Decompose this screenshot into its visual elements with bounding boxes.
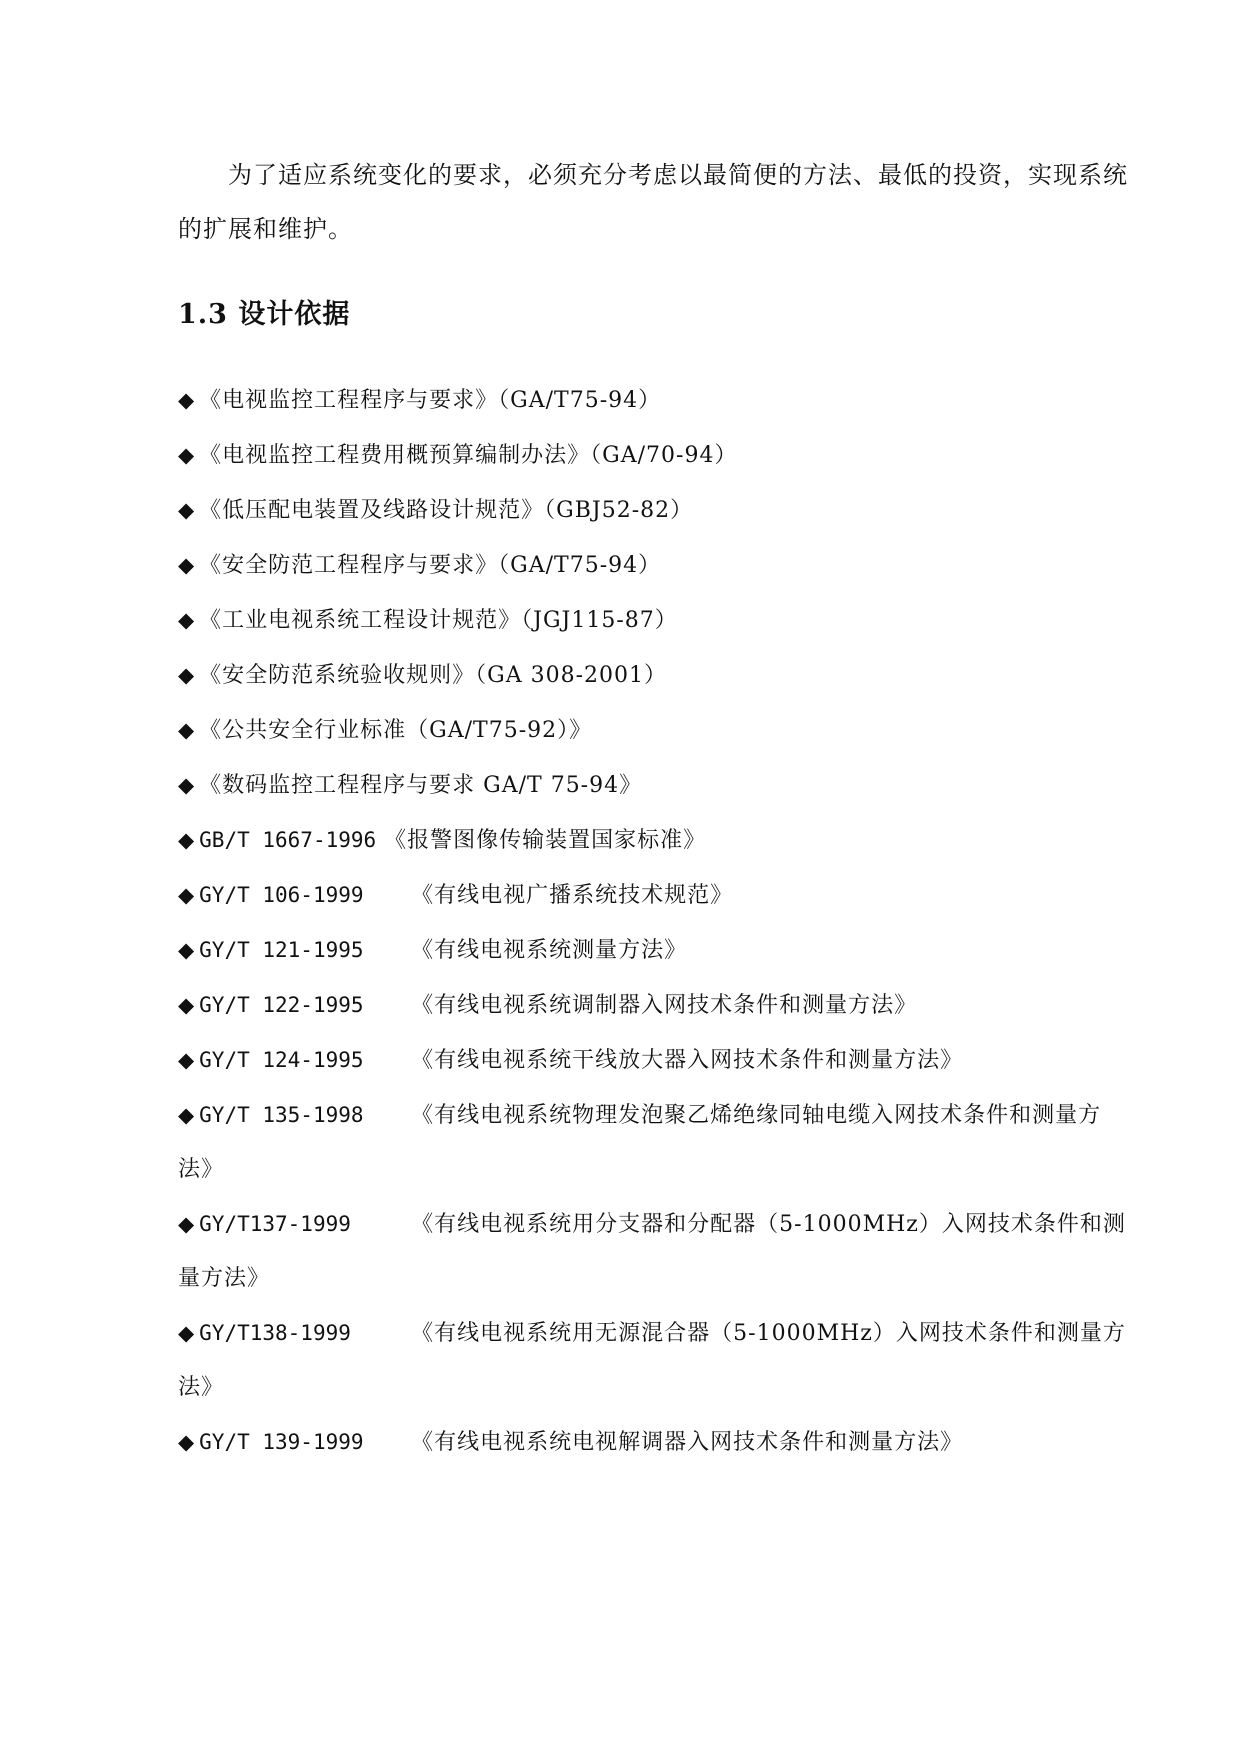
diamond-bullet-icon: ◆ bbox=[178, 1430, 196, 1454]
reference-title: 《有线电视系统调制器入网技术条件和测量方法》 bbox=[411, 993, 918, 1018]
standard-code: GY/T138-1999 bbox=[199, 1321, 351, 1345]
section-heading: 1.3 设计依据 bbox=[178, 299, 351, 330]
reference-title: 《数码监控工程程序与要求 GA/T 75-94》 bbox=[199, 773, 643, 798]
reference-item bbox=[178, 978, 1133, 1033]
reference-item bbox=[178, 1088, 1133, 1197]
reference-title: 《有线电视系统用分支器和分配器（5-1000MHz）入网技术条件和测量方法》 bbox=[178, 1212, 1126, 1291]
standard-code: GY/T 121-1995 bbox=[199, 938, 364, 962]
standard-code: GY/T 106-1999 bbox=[199, 883, 364, 907]
reference-list bbox=[178, 373, 1133, 1470]
diamond-bullet-icon: ◆ bbox=[178, 553, 196, 577]
diamond-bullet-icon: ◆ bbox=[178, 773, 196, 797]
reference-title: 《安全防范工程程序与要求》（GA/T75-94） bbox=[199, 553, 662, 578]
diamond-bullet-icon: ◆ bbox=[178, 1212, 196, 1236]
diamond-bullet-icon: ◆ bbox=[178, 1321, 196, 1345]
reference-item bbox=[178, 373, 1133, 428]
reference-item bbox=[178, 593, 1133, 648]
reference-item bbox=[178, 483, 1133, 538]
reference-item bbox=[178, 923, 1133, 978]
diamond-bullet-icon: ◆ bbox=[178, 608, 196, 632]
diamond-bullet-icon: ◆ bbox=[178, 443, 196, 467]
reference-title: 《安全防范系统验收规则》（GA 308-2001） bbox=[199, 663, 668, 688]
reference-item bbox=[178, 538, 1133, 593]
reference-item bbox=[178, 758, 1133, 813]
diamond-bullet-icon: ◆ bbox=[178, 1103, 196, 1127]
reference-title: 《有线电视系统物理发泡聚乙烯绝缘同轴电缆入网技术条件和测量方法》 bbox=[178, 1103, 1102, 1182]
diamond-bullet-icon: ◆ bbox=[178, 388, 196, 412]
standard-code: GY/T 139-1999 bbox=[199, 1430, 364, 1454]
diamond-bullet-icon: ◆ bbox=[178, 498, 196, 522]
diamond-bullet-icon: ◆ bbox=[178, 1048, 196, 1072]
reference-title: 《有线电视广播系统技术规范》 bbox=[411, 883, 734, 908]
reference-item bbox=[178, 1033, 1133, 1088]
reference-title: 《电视监控工程费用概预算编制办法》（GA/70-94） bbox=[199, 443, 738, 468]
standard-code: GY/T 124-1995 bbox=[199, 1048, 364, 1072]
standard-code: GY/T 135-1998 bbox=[199, 1103, 364, 1127]
reference-title: 《报警图像传输装置国家标准》 bbox=[384, 828, 707, 853]
reference-title: 《有线电视系统测量方法》 bbox=[411, 938, 688, 963]
diamond-bullet-icon: ◆ bbox=[178, 828, 196, 852]
intro-paragraph: 为了适应系统变化的要求，必须充分考虑以最简便的方法、最低的投资，实现系统的扩展和维护。 bbox=[178, 161, 1128, 243]
reference-item bbox=[178, 1306, 1133, 1415]
reference-title: 《低压配电装置及线路设计规范》（GBJ52-82） bbox=[199, 498, 694, 523]
reference-item bbox=[178, 648, 1133, 703]
diamond-bullet-icon: ◆ bbox=[178, 938, 196, 962]
reference-item bbox=[178, 868, 1133, 923]
reference-title: 《有线电视系统干线放大器入网技术条件和测量方法》 bbox=[411, 1048, 964, 1073]
reference-item bbox=[178, 1415, 1133, 1470]
reference-title: 《电视监控工程程序与要求》（GA/T75-94） bbox=[199, 388, 662, 413]
reference-title: 《有线电视系统电视解调器入网技术条件和测量方法》 bbox=[411, 1430, 964, 1455]
reference-item bbox=[178, 703, 1133, 758]
reference-item bbox=[178, 1197, 1133, 1306]
reference-title: 《有线电视系统用无源混合器（5-1000MHz）入网技术条件和测量方法》 bbox=[178, 1321, 1126, 1400]
reference-item bbox=[178, 813, 1133, 868]
reference-title: 《工业电视系统工程设计规范》（JGJ115-87） bbox=[199, 608, 678, 633]
standard-code: GB/T 1667-1996 bbox=[199, 828, 377, 852]
diamond-bullet-icon: ◆ bbox=[178, 663, 196, 687]
reference-item bbox=[178, 428, 1133, 483]
standard-code: GY/T 122-1995 bbox=[199, 993, 364, 1017]
standard-code: GY/T137-1999 bbox=[199, 1212, 351, 1236]
diamond-bullet-icon: ◆ bbox=[178, 883, 196, 907]
diamond-bullet-icon: ◆ bbox=[178, 993, 196, 1017]
diamond-bullet-icon: ◆ bbox=[178, 718, 196, 742]
reference-title: 《公共安全行业标准（GA/T75-92）》 bbox=[199, 718, 593, 743]
